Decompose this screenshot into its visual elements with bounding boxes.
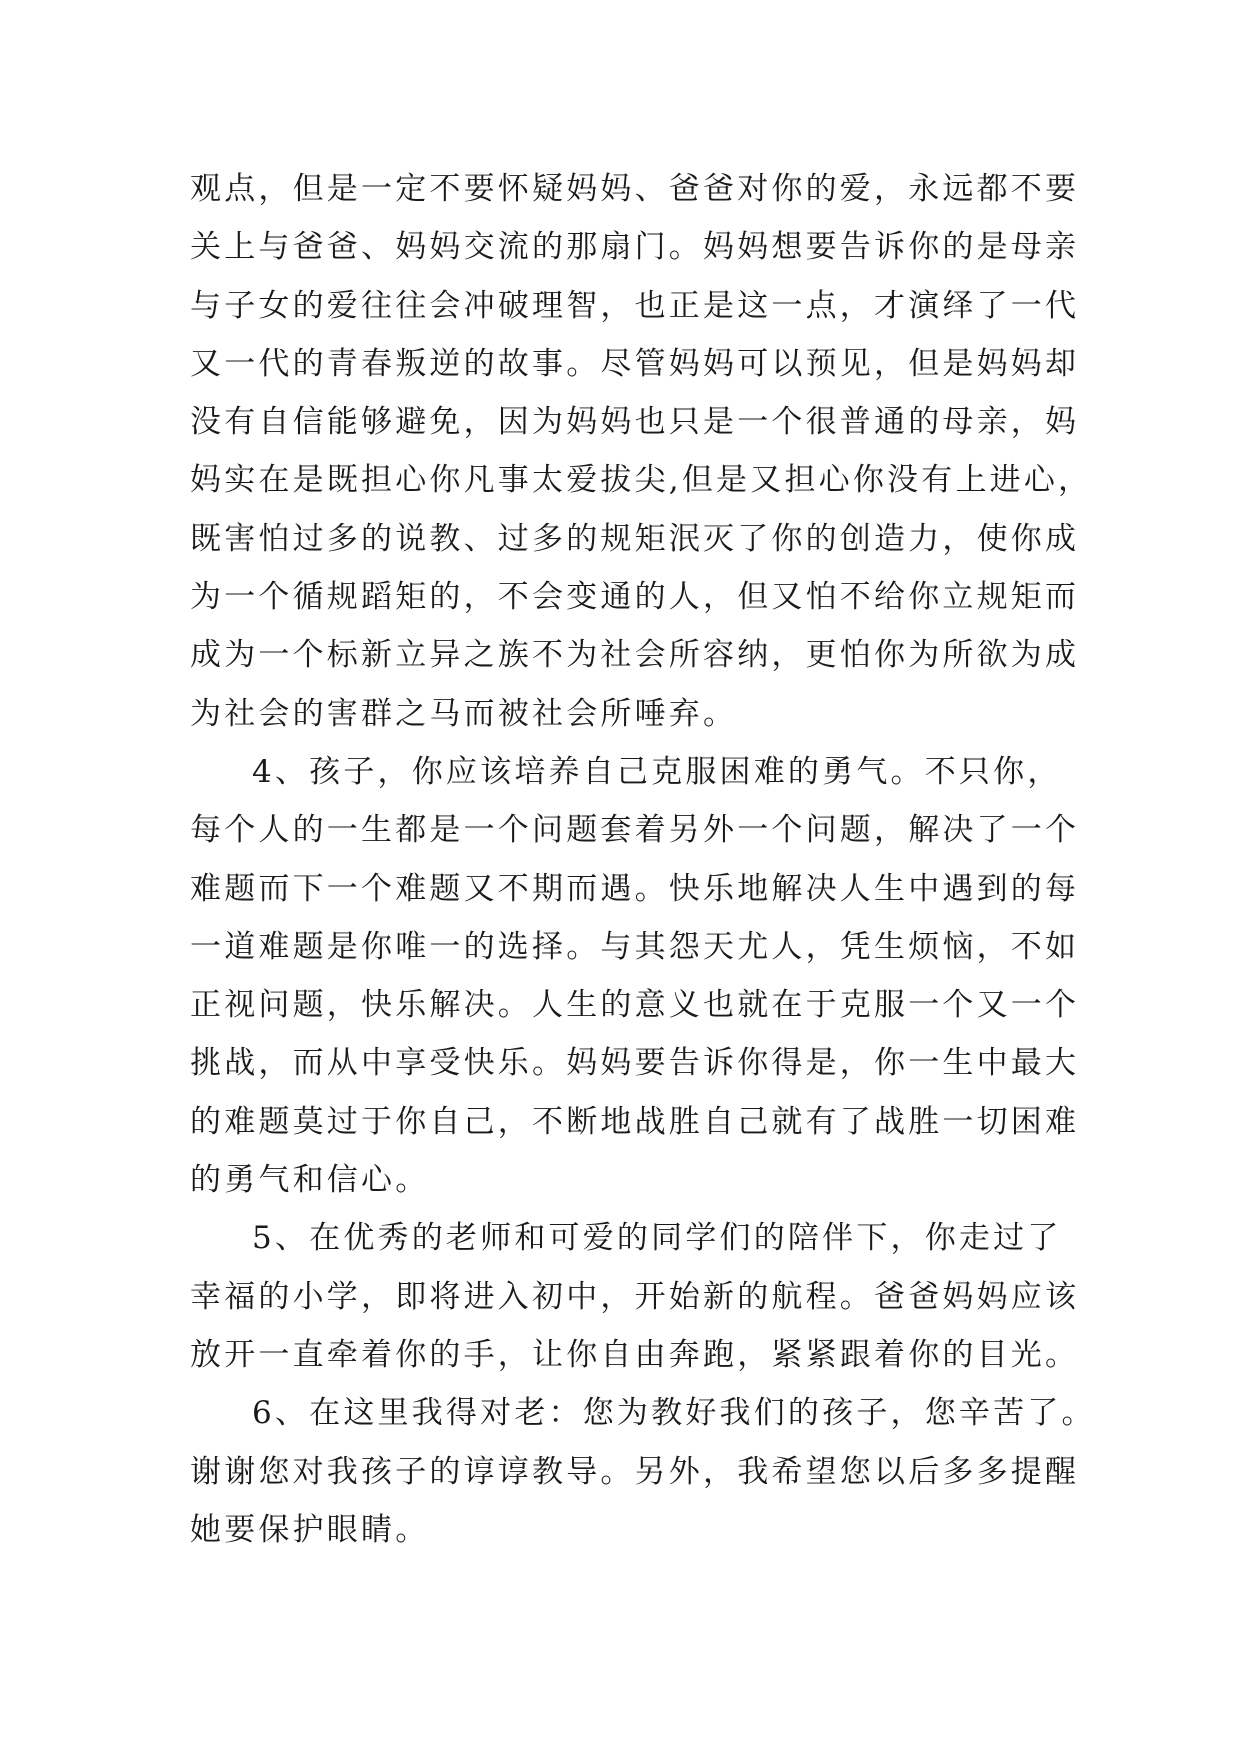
text-line: 关上与爸爸、妈妈交流的那扇门。妈妈想要告诉你的是母亲 xyxy=(190,229,1080,266)
text-line: 成为一个标新立异之族不为社会所容纳，更怕你为所欲为成 xyxy=(190,637,1080,674)
text-line: 的难题莫过于你自己，不断地战胜自己就有了战胜一切困难 xyxy=(190,1103,1080,1140)
text-line: 既害怕过多的说教、过多的规矩泯灭了你的创造力，使你成 xyxy=(190,520,1080,557)
text-line: 挑战，而从中享受快乐。妈妈要告诉你得是，你一生中最大 xyxy=(190,1045,1080,1082)
text-line: 每个人的一生都是一个问题套着另外一个问题，解决了一个 xyxy=(190,812,1080,849)
text-line: 的勇气和信心。 xyxy=(190,1162,430,1199)
text-line: 幸福的小学，即将进入初中，开始新的航程。爸爸妈妈应该 xyxy=(190,1278,1080,1315)
text-line: 没有自信能够避免，因为妈妈也只是一个很普通的母亲，妈 xyxy=(190,404,1080,441)
text-line: 为社会的害群之马而被社会所唾弃。 xyxy=(190,695,738,732)
text-line: 又一代的青春叛逆的故事。尽管妈妈可以预见，但是妈妈却 xyxy=(190,345,1080,382)
paragraph-start-line: 6、在这里我得对老：您为教好我们的孩子，您辛苦了。 xyxy=(252,1395,1096,1432)
text-line: 放开一直牵着你的手，让你自由奔跑，紧紧跟着你的目光。 xyxy=(190,1336,1080,1373)
text-line: 正视问题，快乐解决。人生的意义也就在于克服一个又一个 xyxy=(190,987,1080,1024)
text-line: 难题而下一个难题又不期而遇。快乐地解决人生中遇到的每 xyxy=(190,870,1080,907)
text-line: 一道难题是你唯一的选择。与其怨天尤人，凭生烦恼，不如 xyxy=(190,928,1080,965)
text-line: 观点，但是一定不要怀疑妈妈、爸爸对你的爱，永远都不要 xyxy=(190,171,1080,207)
text-line: 她要保护眼睛。 xyxy=(190,1511,430,1548)
text-line: 妈实在是既担心你凡事太爱拔尖,但是又担心你没有上进心， xyxy=(190,462,1093,499)
paragraph-start-line: 5、在优秀的老师和可爱的同学们的陪伴下，你走过了 xyxy=(252,1220,1062,1257)
paragraph-start-line: 4、孩子，你应该培养自己克服困难的勇气。不只你， xyxy=(252,753,1062,790)
text-line: 与子女的爱往往会冲破理智，也正是这一点，才演绎了一代 xyxy=(190,287,1080,324)
text-line: 为一个循规蹈矩的，不会变通的人，但又怕不给你立规矩而 xyxy=(190,579,1080,616)
text-line: 谢谢您对我孩子的谆谆教导。另外，我希望您以后多多提醒 xyxy=(190,1453,1080,1490)
document-body xyxy=(190,160,1096,1559)
